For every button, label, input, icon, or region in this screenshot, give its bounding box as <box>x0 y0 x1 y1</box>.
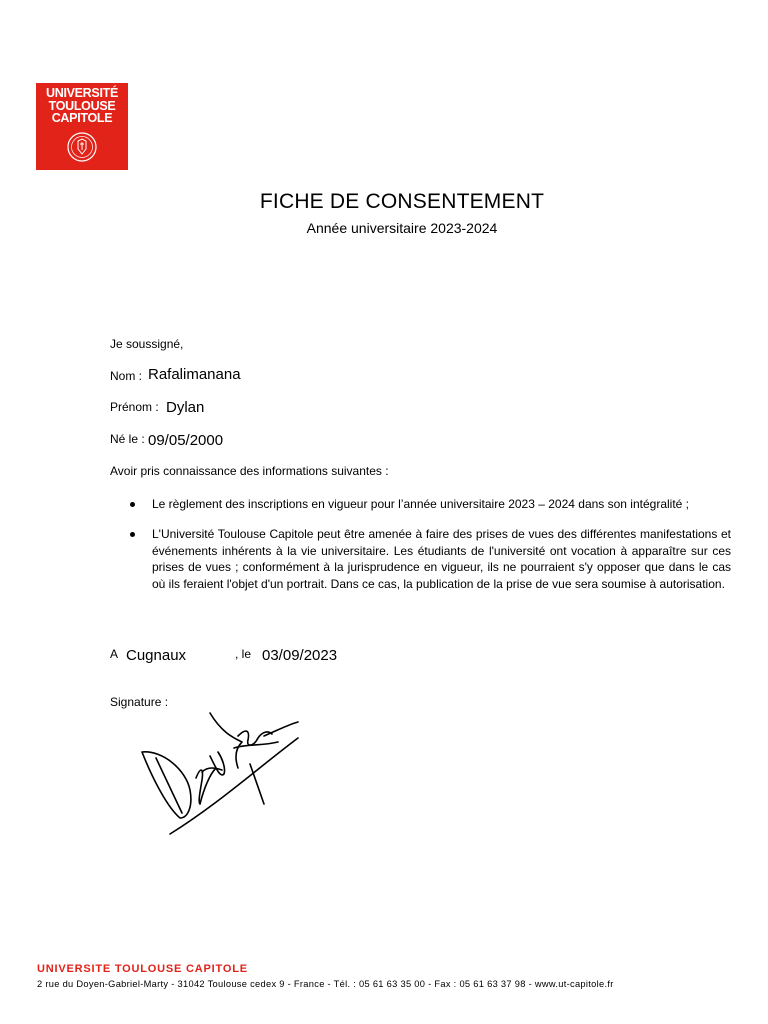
logo-line-1: UNIVERSITÉ <box>45 86 118 100</box>
university-logo <box>36 83 128 170</box>
list-item <box>130 496 731 512</box>
date-value: 03/09/2023 <box>262 647 338 664</box>
place-label: A <box>110 647 119 661</box>
seal-icon <box>66 131 98 163</box>
prenom-label: Prénom : <box>110 400 159 414</box>
bullet-icon <box>130 502 135 507</box>
ack-text: Avoir pris connaissance des informations suivantes : <box>110 464 389 478</box>
page-subtitle: Année universitaire 2023-2024 <box>306 220 498 236</box>
ne-le-value: 09/05/2000 <box>148 432 224 449</box>
list-item-text: L'Université Toulouse Capitole peut être amenée à faire des prises de vues des différentes manifestations et événements inhérents à la vie universitaire. Les étudiants de l'université ont vocation à apparaître sur ces prises de vues ; conformément à la jurisprudence en vigueur, ils ne pourraient s'y opposer que dans le cas où ils feraient l'objet d'un portrait. Dans ce cas, la publication de la prise de vue sera soumise à autorisation. <box>152 527 731 591</box>
footer-address: 2 rue du Doyen-Gabriel-Marty - 31042 Toulouse cedex 9 - France - Tél. : 05 61 63 35 00 - Fax : 05 61 63 37 98 - www.ut-capitole.fr <box>37 979 614 989</box>
list-item-text: Le règlement des inscriptions en vigueur pour l’année universitaire 2023 – 2024 dans son intégralité ; <box>152 497 690 511</box>
signature-label: Signature : <box>110 695 169 709</box>
list-item <box>130 526 731 592</box>
nom-label: Nom : <box>110 369 143 383</box>
logo-line-2: TOULOUSE <box>48 98 116 113</box>
prenom-value: Dylan <box>166 399 205 416</box>
place-value: Cugnaux <box>126 647 187 664</box>
ne-le-label: Né le : <box>110 432 145 446</box>
handwritten-signature <box>138 708 308 840</box>
bullet-icon <box>130 532 135 537</box>
nom-value: Rafalimanana <box>148 366 241 383</box>
info-list <box>130 496 731 592</box>
logo-line-3: CAPITOLE <box>51 111 113 125</box>
footer-title: UNIVERSITE TOULOUSE CAPITOLE <box>37 963 248 975</box>
page-title: FICHE DE CONSENTEMENT <box>259 190 545 213</box>
date-label: , le <box>235 647 252 661</box>
intro-text: Je soussigné, <box>110 337 184 351</box>
